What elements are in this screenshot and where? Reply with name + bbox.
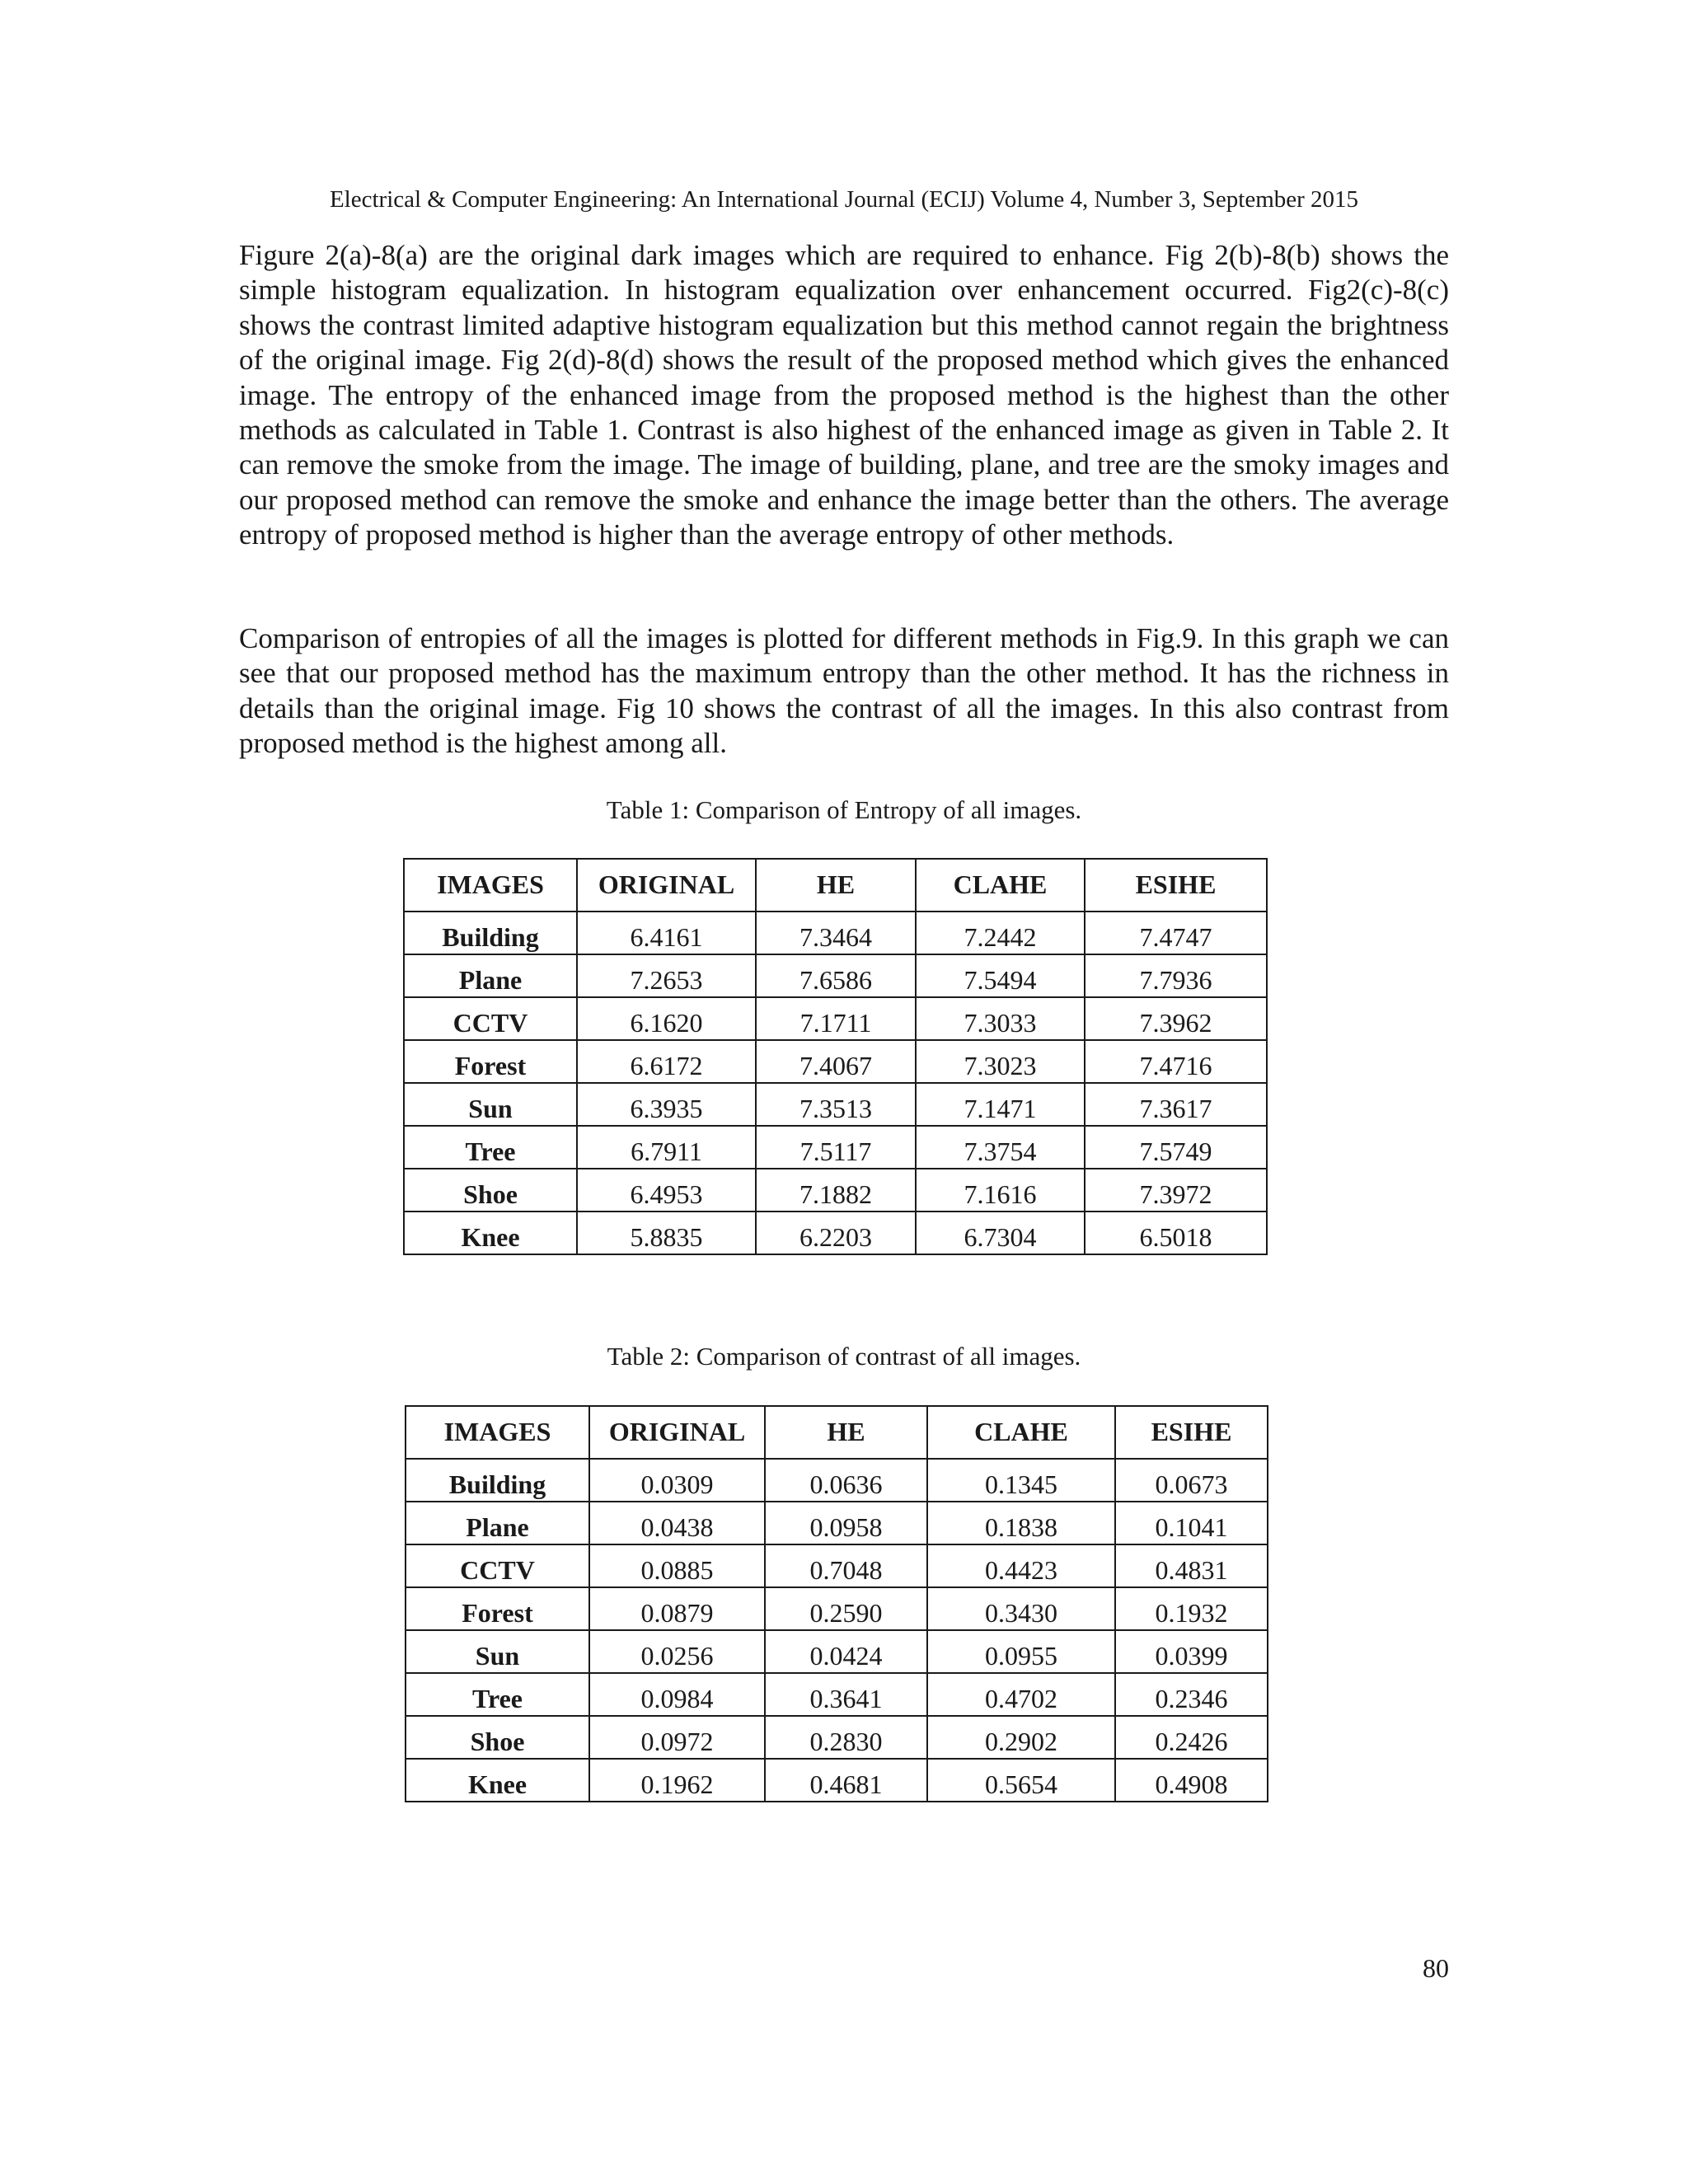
table-cell: 0.1932 xyxy=(1115,1587,1268,1630)
table-cell: 7.3023 xyxy=(916,1040,1085,1083)
column-header: IMAGES xyxy=(406,1406,589,1459)
table-cell: 0.2346 xyxy=(1115,1673,1268,1716)
table-2-caption: Table 2: Comparison of contrast of all images. xyxy=(607,1342,1081,1371)
table-cell: 0.0309 xyxy=(589,1459,765,1502)
table-header-row xyxy=(404,859,1267,912)
table-cell: 7.2653 xyxy=(577,954,756,997)
column-header: CLAHE xyxy=(916,859,1085,912)
row-label: Sun xyxy=(406,1630,589,1673)
table-cell: 7.3754 xyxy=(916,1126,1085,1169)
table-cell: 7.3464 xyxy=(756,912,916,954)
table-cell: 7.1882 xyxy=(756,1169,916,1212)
row-label: CCTV xyxy=(406,1544,589,1587)
row-label: Forest xyxy=(406,1587,589,1630)
row-label: Tree xyxy=(404,1126,577,1169)
row-label: Plane xyxy=(404,954,577,997)
table-cell: 0.4831 xyxy=(1115,1544,1268,1587)
column-header: ESIHE xyxy=(1115,1406,1268,1459)
table-cell: 0.0885 xyxy=(589,1544,765,1587)
row-label: Shoe xyxy=(404,1169,577,1212)
table-row xyxy=(404,1040,1267,1083)
table-cell: 0.2902 xyxy=(927,1716,1115,1759)
table-cell: 7.1711 xyxy=(756,997,916,1040)
running-header: Electrical & Computer Engineering: An International Journal (ECIJ) Volume 4, Number 3, September 2015 xyxy=(329,186,1359,213)
table-cell: 0.4702 xyxy=(927,1673,1115,1716)
table-cell: 7.3962 xyxy=(1085,997,1267,1040)
table-cell: 7.3617 xyxy=(1085,1083,1267,1126)
row-label: Knee xyxy=(406,1759,589,1802)
table-cell: 7.2442 xyxy=(916,912,1085,954)
table-header-row xyxy=(406,1406,1268,1459)
table-cell: 0.0879 xyxy=(589,1587,765,1630)
table-cell: 0.0636 xyxy=(765,1459,927,1502)
table-cell: 0.0955 xyxy=(927,1630,1115,1673)
column-header: ESIHE xyxy=(1085,859,1267,912)
table-cell: 0.5654 xyxy=(927,1759,1115,1802)
table-cell: 0.0399 xyxy=(1115,1630,1268,1673)
table-cell: 7.1616 xyxy=(916,1169,1085,1212)
table-row xyxy=(404,1126,1267,1169)
table-row xyxy=(404,1169,1267,1212)
table-cell: 0.4908 xyxy=(1115,1759,1268,1802)
entropy-table xyxy=(403,858,1268,1255)
table-cell: 0.0984 xyxy=(589,1673,765,1716)
table-cell: 0.2590 xyxy=(765,1587,927,1630)
table-cell: 0.7048 xyxy=(765,1544,927,1587)
row-label: Knee xyxy=(404,1212,577,1254)
table-row xyxy=(404,1212,1267,1254)
table-row xyxy=(406,1630,1268,1673)
table-cell: 6.7911 xyxy=(577,1126,756,1169)
table-cell: 7.3033 xyxy=(916,997,1085,1040)
page-number: 80 xyxy=(1423,1953,1449,1983)
column-header: IMAGES xyxy=(404,859,577,912)
table-cell: 6.6172 xyxy=(577,1040,756,1083)
table-cell: 0.1838 xyxy=(927,1502,1115,1544)
column-header: ORIGINAL xyxy=(577,859,756,912)
paragraph-comparison: Comparison of entropies of all the images is plotted for different methods in Fig.9. In this graph we can see that our proposed method has the maximum entropy than the other method. It has the richness in details than the original image. Fig 10 shows the contrast of all the images. In this also contrast from proposed method is the highest among all. xyxy=(239,622,1449,760)
row-label: Shoe xyxy=(406,1716,589,1759)
table-cell: 6.5018 xyxy=(1085,1212,1267,1254)
table-row xyxy=(406,1716,1268,1759)
table-cell: 0.0673 xyxy=(1115,1459,1268,1502)
row-label: Sun xyxy=(404,1083,577,1126)
table-cell: 7.4716 xyxy=(1085,1040,1267,1083)
table-cell: 6.1620 xyxy=(577,997,756,1040)
table-row xyxy=(406,1759,1268,1802)
table-row xyxy=(406,1502,1268,1544)
table-cell: 6.3935 xyxy=(577,1083,756,1126)
table-row xyxy=(406,1459,1268,1502)
table-cell: 7.5749 xyxy=(1085,1126,1267,1169)
row-label: Building xyxy=(406,1459,589,1502)
table-cell: 0.3641 xyxy=(765,1673,927,1716)
row-label: CCTV xyxy=(404,997,577,1040)
paragraph-results: Figure 2(a)-8(a) are the original dark images which are required to enhance. Fig 2(b)-8(b) shows the simple histogram equalization. In histogram equalization over enhancement occurred. Fig2(c)-8(c) shows the contrast limited adaptive histogram equalization but this method cannot regain the brightness of the original image. Fig 2(d)-8(d) shows the result of the proposed method which gives the enhanced image. The entropy of the enhanced image from the proposed method is the highest than the other methods as calculated in Table 1. Contrast is also highest of the enhanced image as given in Table 2. It can remove the smoke from the image. The image of building, plane, and tree are the smoky images and our proposed method can remove the smoke and enhance the image better than the others. The average entropy of proposed method is higher than the average entropy of other methods. xyxy=(239,239,1449,551)
table-cell: 6.4161 xyxy=(577,912,756,954)
table-cell: 0.2830 xyxy=(765,1716,927,1759)
table-cell: 0.0958 xyxy=(765,1502,927,1544)
row-label: Forest xyxy=(404,1040,577,1083)
table-cell: 0.0424 xyxy=(765,1630,927,1673)
table-cell: 7.4747 xyxy=(1085,912,1267,954)
table-cell: 7.5117 xyxy=(756,1126,916,1169)
table-cell: 0.1041 xyxy=(1115,1502,1268,1544)
row-label: Tree xyxy=(406,1673,589,1716)
column-header: HE xyxy=(765,1406,927,1459)
row-label: Plane xyxy=(406,1502,589,1544)
table-cell: 0.4423 xyxy=(927,1544,1115,1587)
table-cell: 0.0256 xyxy=(589,1630,765,1673)
table-cell: 5.8835 xyxy=(577,1212,756,1254)
table-cell: 7.7936 xyxy=(1085,954,1267,997)
table-cell: 7.1471 xyxy=(916,1083,1085,1126)
table-row xyxy=(406,1544,1268,1587)
table-cell: 0.3430 xyxy=(927,1587,1115,1630)
table-1-caption: Table 1: Comparison of Entropy of all images. xyxy=(606,795,1082,824)
table-row xyxy=(404,1083,1267,1126)
column-header: HE xyxy=(756,859,916,912)
table-row xyxy=(406,1587,1268,1630)
table-row xyxy=(404,912,1267,954)
column-header: CLAHE xyxy=(927,1406,1115,1459)
table-cell: 0.0438 xyxy=(589,1502,765,1544)
table-row xyxy=(404,997,1267,1040)
table-cell: 7.3972 xyxy=(1085,1169,1267,1212)
table-row xyxy=(404,954,1267,997)
table-cell: 0.1962 xyxy=(589,1759,765,1802)
row-label: Building xyxy=(404,912,577,954)
table-cell: 7.5494 xyxy=(916,954,1085,997)
table-cell: 6.2203 xyxy=(756,1212,916,1254)
table-cell: 0.0972 xyxy=(589,1716,765,1759)
table-cell: 6.4953 xyxy=(577,1169,756,1212)
table-cell: 0.4681 xyxy=(765,1759,927,1802)
table-cell: 7.3513 xyxy=(756,1083,916,1126)
table-row xyxy=(406,1673,1268,1716)
contrast-table xyxy=(405,1405,1268,1802)
table-cell: 6.7304 xyxy=(916,1212,1085,1254)
table-cell: 0.2426 xyxy=(1115,1716,1268,1759)
table-cell: 7.4067 xyxy=(756,1040,916,1083)
column-header: ORIGINAL xyxy=(589,1406,765,1459)
table-cell: 0.1345 xyxy=(927,1459,1115,1502)
table-cell: 7.6586 xyxy=(756,954,916,997)
